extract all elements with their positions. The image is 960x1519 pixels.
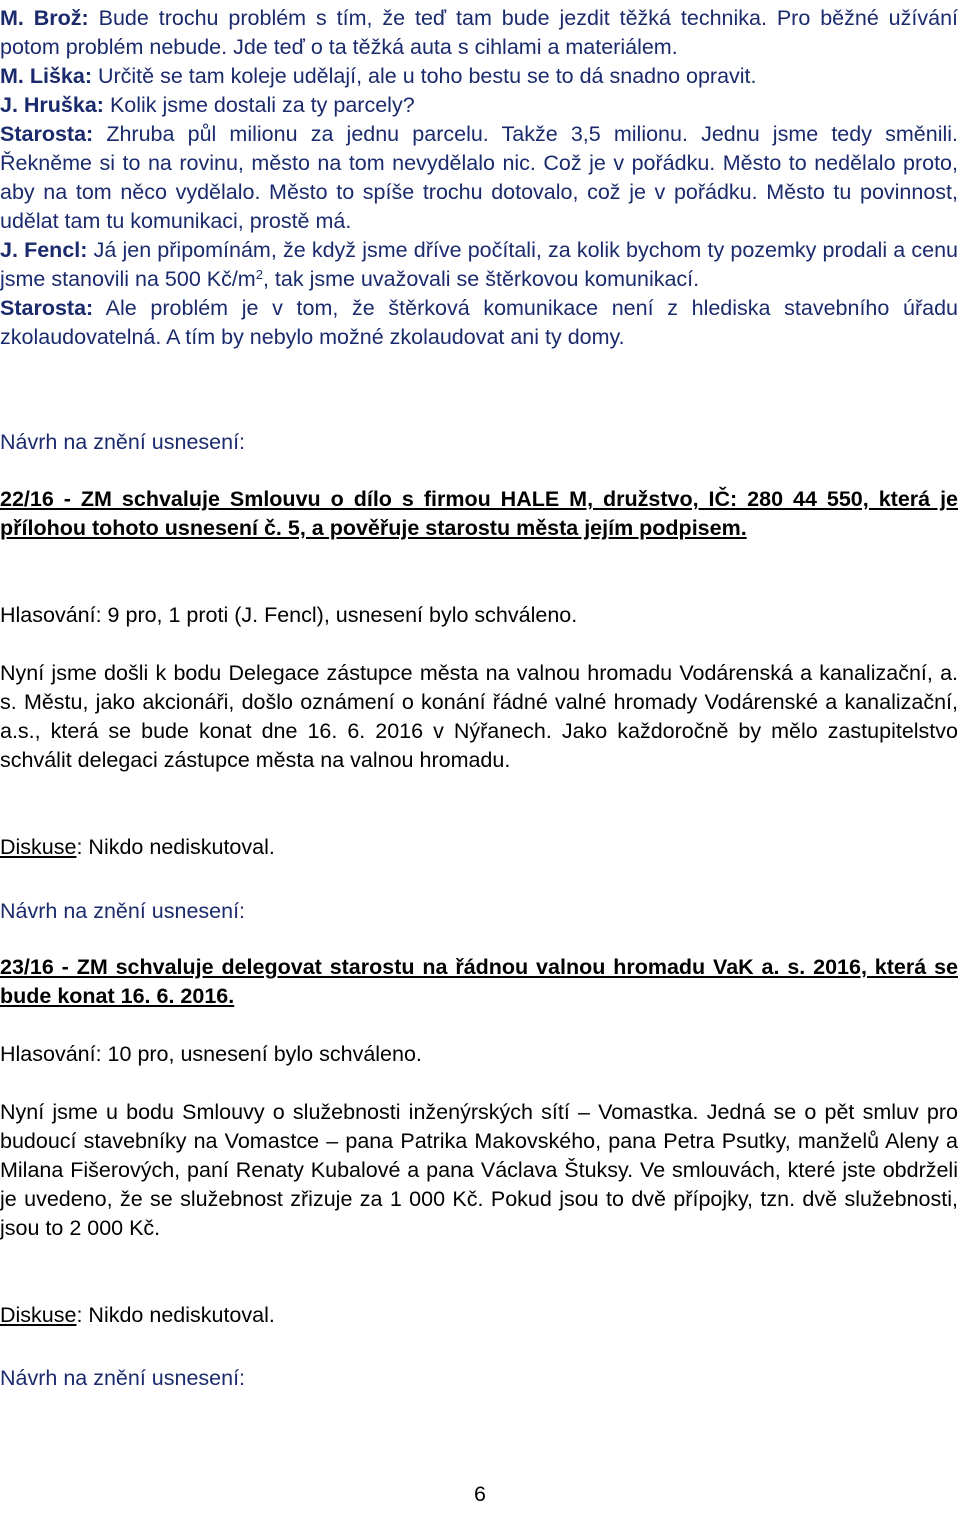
speech-text: , tak jsme uvažovali se štěrkovou komunikací. [262,267,700,291]
speaker-name: Starosta: [0,122,94,146]
speech-text: Bude trochu problém s tím, že teď tam bude jezdit těžká technika. Pro běžné užívání potom problém nebude. Jde teď o ta těžká auta s cihlami a materiálem. [0,6,958,59]
speech-text: Zhruba půl milionu za jednu parcelu. Takže 3,5 milionu. Jednu jsme tedy směnili. Řekněme si to na rovinu, město na tom nevydělalo nic. Což je v pořádku. Město to nedělalo proto, aby na tom něco vydělalo. Město to spíše trochu dotovalo, což je v pořádku. Město tu povinnost, udělat tam tu komunikaci, prostě má. [0,122,958,233]
vote-result-23: Hlasování: 10 pro, usnesení bylo schváleno. [0,1042,422,1066]
discussion-label: Diskuse [0,1303,77,1327]
discussion-transcript [0,4,958,352]
resolution-23: 23/16 - ZM schvaluje delegovat starostu na řádnou valnou hromadu VaK a. s. 2016, která se bude konat 16. 6. 2016. [0,955,958,1008]
speech-text: Ale problém je v tom, že štěrková komunikace není z hlediska stavebního úřadu zkolaudovatelná. A tím by nebylo možné zkolaudovat ani ty domy. [0,296,958,349]
page-number: 6 [474,1482,486,1506]
speech-text: Určitě se tam koleje udělají, ale u toho bestu se to dá snadno opravit. [92,64,757,88]
discussion-line [0,833,958,862]
superscript: 2 [255,267,263,282]
discussion-label: Diskuse [0,835,77,859]
proposal-heading: Návrh na znění usnesení: [0,899,246,923]
proposal-heading: Návrh na znění usnesení: [0,1366,246,1390]
speaker-name: J. Hruška: [0,93,104,117]
discussion-line [0,1301,958,1330]
speech-text: Kolik jsme dostali za ty parcely? [103,93,415,117]
speaker-name: M. Brož: [0,6,89,30]
speech-text: Já jen připomínám, že když jsme dříve počítali, za kolik bychom ty pozemky prodali a cenu jsme stanovili na 500 Kč/m [0,238,959,291]
discussion-text: : Nikdo nediskutoval. [76,1303,275,1327]
speaker-name: J. Fencl: [0,238,88,262]
speaker-name: M. Liška: [0,64,92,88]
resolution-22: 22/16 - ZM schvaluje Smlouvu o dílo s firmou HALE M, družstvo, IČ: 280 44 550, která je přílohou tohoto usnesení č. 5, a pověřuje starostu města jejím podpisem. [0,487,958,540]
vote-result-22: Hlasování: 9 pro, 1 proti (J. Fencl), usnesení bylo schváleno. [0,603,578,627]
proposal-heading: Návrh na znění usnesení: [0,430,246,454]
discussion-text: : Nikdo nediskutoval. [76,835,275,859]
speaker-name: Starosta: [0,296,94,320]
paragraph-vomastka: Nyní jsme u bodu Smlouvy o služebnosti inženýrských sítí – Vomastka. Jedná se o pět smluv pro budoucí stavebníky na Vomastce – pana Patrika Makovského, pana Petra Psutky, manželů Aleny a Milana Fišerových, paní Renaty Kubalové a pana Václava Štuksy. Ve smlouvách, které jste obdrželi je uvedeno, že se služebnost zřizuje za 1 000 Kč. Pokud jsou to dvě přípojky, tzn. dvě služebnosti, jsou to 2 000 Kč. [0,1100,958,1240]
paragraph-delegace: Nyní jsme došli k bodu Delegace zástupce města na valnou hromadu Vodárenská a kanalizační, a. s. Městu, jako akcionáři, došlo oznámení o konání řádné valné hromady Vodárenské a kanalizační, a.s., která se bude konat dne 16. 6. 2016 v Nýřanech. Jako každoročně by mělo zastupitelstvo schválit delegaci zástupce města na valnou hromadu. [0,661,958,772]
